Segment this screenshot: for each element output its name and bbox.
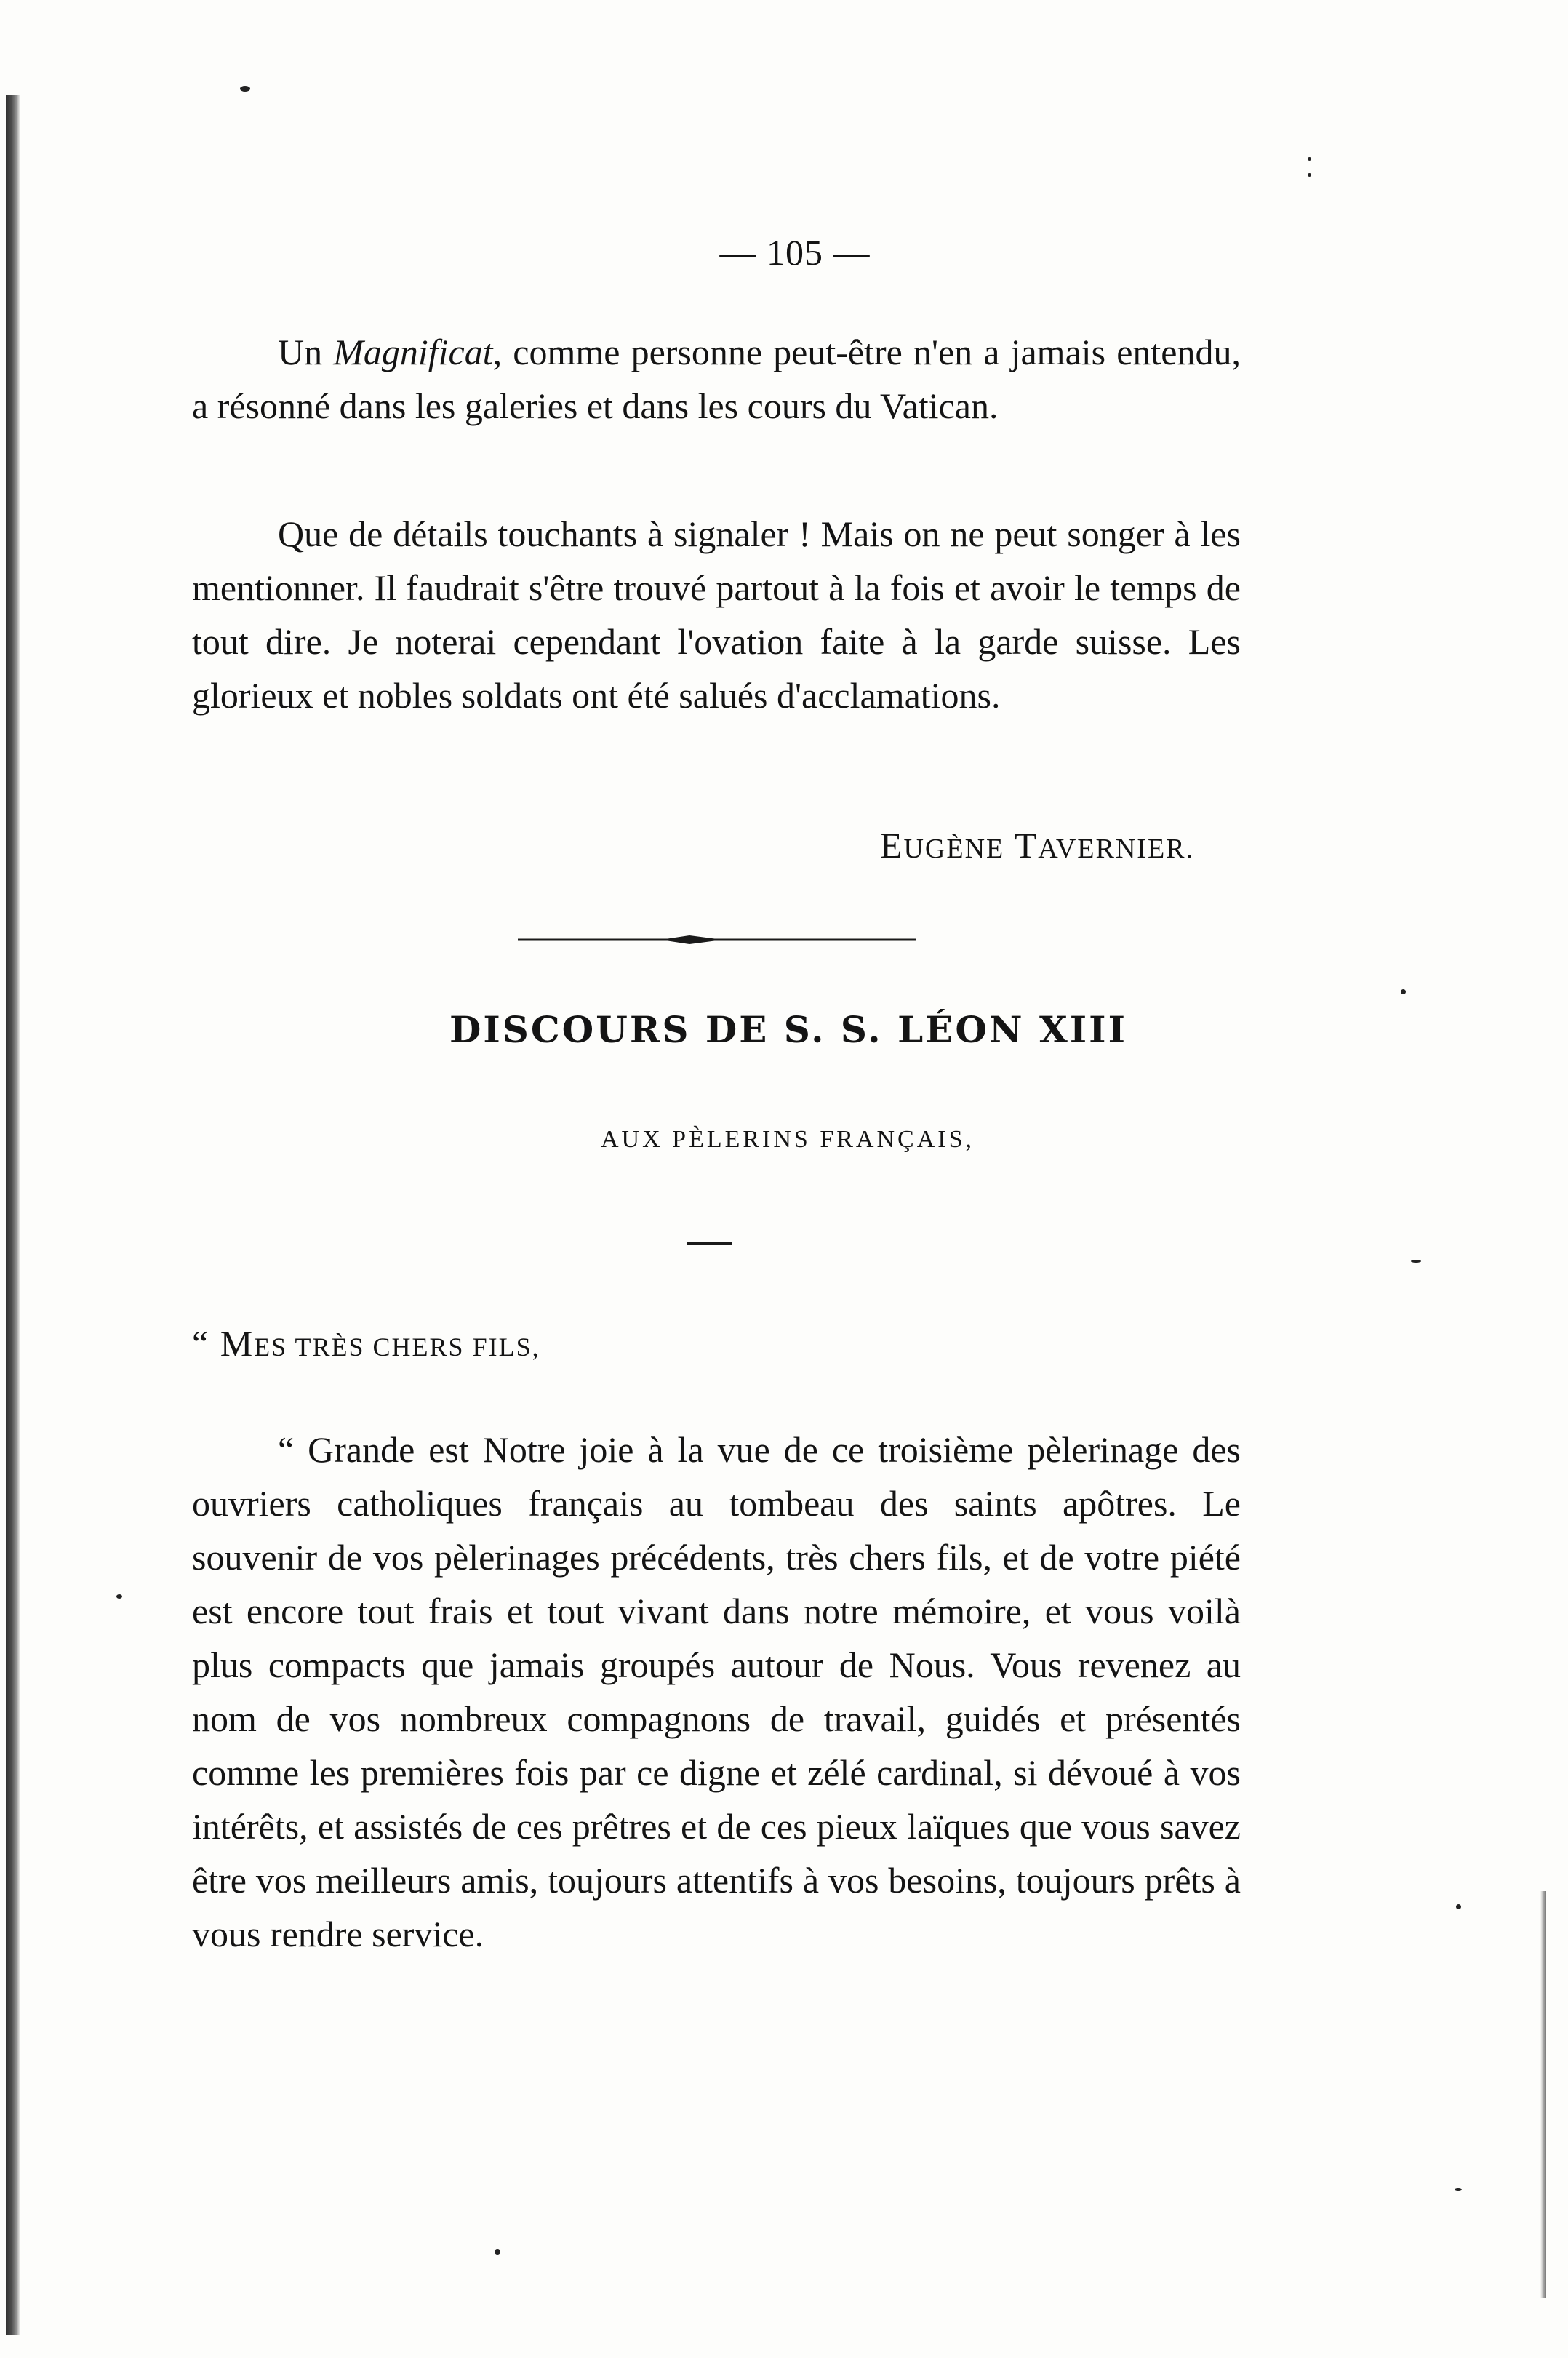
paragraph-speech: “ Grande est Notre joie à la vue de ce troisième pèlerinage des ouvriers catholiques français au tombeau des saints apôtres. Le souvenir de vos pèlerinages précédents, très chers fils, et de votre piété est encore tout frais et tout vivant dans notre mémoire, et vous voilà plus compacts que jamais groupés autour de Nous. Vous revenez au nom de vos nombreux compagnons de travail, guidés et présentés comme les premières fois par ce digne et zélé cardinal, si dévoué à vos intérêts, et assistés de ces prêtres et de ces pieux laïques que vous savez être vos meilleurs amis, toujours attentifs à vos besoins, toujours prêts à vous rendre service. [192, 1429, 1241, 1954]
ornamental-rule [518, 932, 916, 947]
right-page-edge [1540, 1891, 1546, 2298]
scan-speck [495, 2249, 500, 2255]
signature-last-rest: AVERNIER. [1038, 834, 1194, 864]
binding-edge [6, 95, 20, 2335]
paragraph-lead: Un [278, 332, 334, 372]
scan-speck [1401, 989, 1406, 994]
page-number: — 105 — [719, 232, 871, 273]
signature-first-initial: E [879, 825, 904, 866]
salutation-initial: M [220, 1323, 255, 1364]
scan-speck [1308, 173, 1311, 177]
scan-speck [116, 1594, 122, 1599]
paragraph-magnificat [192, 325, 1241, 433]
scan-speck [1308, 157, 1311, 161]
paragraph-rest: , comme personne peut-être n'en a jamais entendu, a résonné dans les galeries et dans les cours du Vatican. [192, 332, 1241, 426]
salutation [192, 1322, 540, 1364]
short-rule [687, 1242, 732, 1245]
magnificat-italic: Magnificat [333, 332, 493, 372]
scan-speck [1456, 1904, 1461, 1909]
salutation-quote: “ [192, 1323, 220, 1364]
section-subheading: AUX PÈLERINS FRANÇAIS, [601, 1126, 975, 1153]
signature-last-initial: T [1014, 825, 1039, 866]
section-heading: DISCOURS DE S. S. LÉON XIII [449, 1008, 1127, 1051]
salutation-rest: ES TRÈS CHERS FILS, [254, 1332, 540, 1362]
author-signature [880, 824, 1194, 866]
scan-speck [1455, 2188, 1462, 2191]
scan-speck [240, 86, 250, 92]
scan-speck [1411, 1260, 1421, 1263]
paragraph-details: Que de détails touchants à signaler ! Mais on ne peut songer à les mentionner. Il faudrait s'être trouvé partout à la fois et avoir le temps de tout dire. Je noterai cependant l'ovation faite à la garde suisse. Les glorieux et nobles soldats ont été salués d'acclamations. [192, 513, 1241, 716]
signature-first-rest: UGÈNE [903, 834, 1005, 864]
